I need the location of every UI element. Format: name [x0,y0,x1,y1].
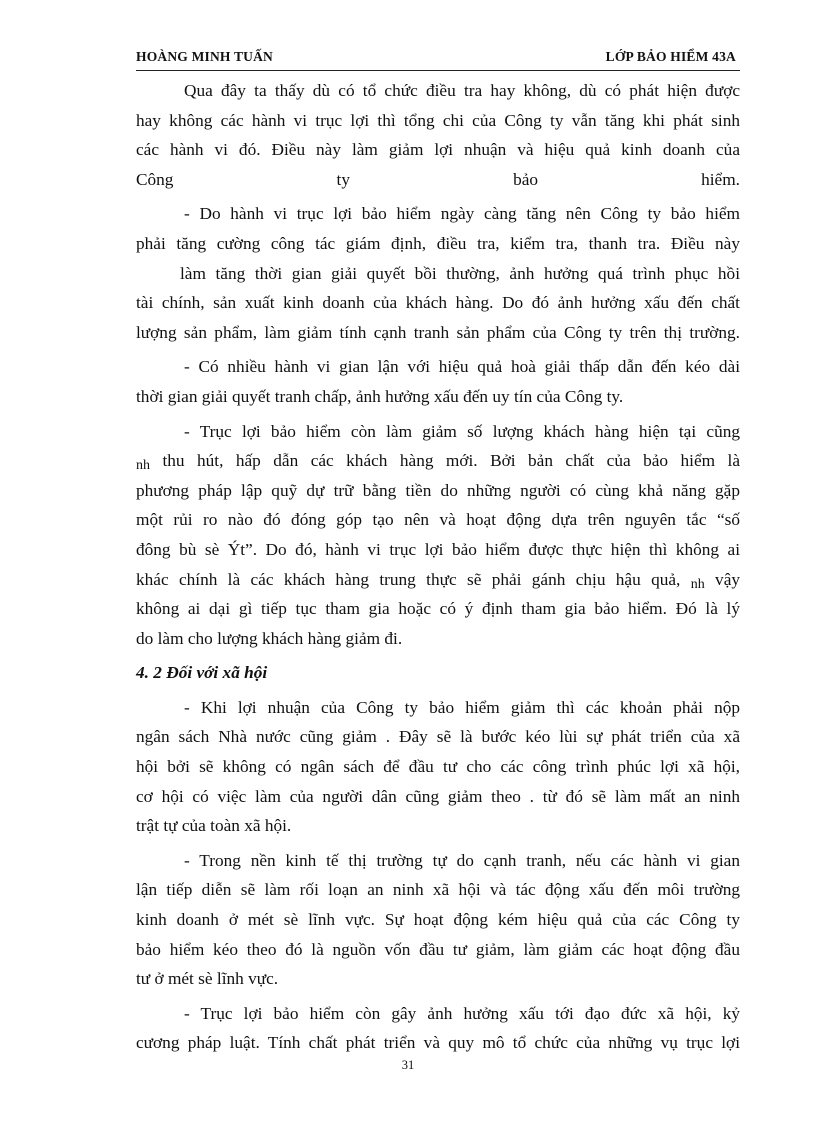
text-line: lận tiếp diễn sẽ làm rối loạn an ninh xã hội và tác động xấu đến môi trường [136,880,740,900]
text-line: - Trục lợi bảo hiểm còn làm giảm số lượng khách hàng hiện tại cũng [184,421,740,441]
text-line: ngân sách Nhà nước cũng giảm . Đây sẽ là bước kéo lùi sự phát triển của xã [136,727,740,747]
text-line: tư ở mét sè lĩnh vực. [136,969,279,989]
text-line: bảo hiểm kéo theo đó là nguồn vốn đầu tư giảm, làm giảm các hoạt động đầu [136,939,740,959]
text-line: một rủi ro nào đó đóng góp tạo nên và hoạt động dựa trên nguyên tắc “số [136,510,740,530]
paragraph [136,846,740,994]
text-fragment: khác chính là các khách hàng trung thực sẽ phải gánh chịu hậu quả, [136,569,681,589]
text-line: đông bù sè Ýt”. Do đó, hành vi trục lợi bảo hiểm được thực hiện thì không ai [136,539,740,559]
text-line: hội bởi sẽ không có ngân sách để đầu tư cho các công trình phúc lợi xã hội, [136,757,740,777]
text-line [136,565,740,595]
text-line: - Trong nền kinh tế thị trường tự do cạnh tranh, nếu các hành vi gian [184,850,740,870]
text-line: trật tự của toàn xã hội. [136,816,292,836]
text-line: phải tăng cường công tác giám định, điều tra, kiểm tra, thanh tra. Điều này [136,233,740,253]
page-number: 31 [401,1058,415,1072]
text-line: - Trục lợi bảo hiểm còn gây ảnh hưởng xấu tới đạo đức xã hội, kỷ [184,1003,740,1023]
paragraph [136,76,740,194]
section-heading: 4. 2 Đối với xã hội [136,663,268,683]
text-line: Công ty bảo hiểm. [136,169,740,189]
document-body [136,76,740,1058]
text-line: lượng sản phẩm, làm giảm tính cạnh tranh sản phẩm của Công ty trên thị trường. [136,322,740,342]
paragraph [136,693,740,841]
text-line: - Do hành vi trục lợi bảo hiểm ngày càng tăng nên Công ty bảo hiểm [184,204,740,224]
text-fragment: vậy [715,569,740,589]
text-line: tài chính, sản xuất kinh doanh của khách hàng. Do đó ảnh hưởng xấu đến chất [136,293,740,313]
page-header [136,49,736,69]
class-name: LỚP BẢO HIỂM 43A [605,49,736,64]
header-rule [136,70,740,71]
text-line: làm tăng thời gian giải quyết bồi thường, ảnh hưởng quá trình phục hồi [180,263,740,283]
text-line: cương pháp luật. Tính chất phát triển và quy mô tổ chức của những vụ trục lợi [136,1033,740,1053]
paragraph [136,352,740,411]
text-line: cơ hội có việc làm của người dân cũng giảm theo . từ đó sẽ làm mất an ninh [136,786,740,806]
text-line: các hành vi đó. Điều này làm giảm lợi nhuận và hiệu quả kinh doanh của [136,140,740,160]
text-line: - Có nhiều hành vi gian lận với hiệu quả hoà giải thấp dẫn đến kéo dài [184,357,740,377]
text-line: thời gian giải quyết tranh chấp, ảnh hưởng xấu đến uy tín của Công ty. [136,386,624,406]
text-line: hay không các hành vi trục lợi thì tổng chi của Công ty vẫn tăng khi phát sinh [136,110,740,130]
paragraph [136,999,740,1058]
inline-fragment: nh [136,458,150,474]
inline-fragment: nh [690,576,705,592]
text-line: kinh doanh ở mét sè lĩnh vực. Sự hoạt động kém hiệu quả của các Công ty [136,910,740,930]
author-name: HOÀNG MINH TUẤN [136,49,274,64]
paragraph [136,199,740,347]
text-line: do làm cho lượng khách hàng giảm đi. [136,628,403,648]
text-line: Qua đây ta thấy dù có tổ chức điều tra hay không, dù có phát hiện được [184,81,740,100]
text-line: - Khi lợi nhuận của Công ty bảo hiểm giảm thì các khoản phải nộp [184,697,740,717]
text-line: phương pháp lập quỹ dự trữ bằng tiền do những người có cùng khả năng gặp [136,480,740,500]
paragraph [136,417,740,654]
text-line [136,446,740,476]
text-fragment: thu hút, hấp dẫn các khách hàng mới. Bởi bản chất của bảo hiểm là [162,451,740,471]
text-line: không ai dại gì tiếp tục tham gia hoặc có ý định tham gia bảo hiểm. Đó là lý [136,599,740,619]
